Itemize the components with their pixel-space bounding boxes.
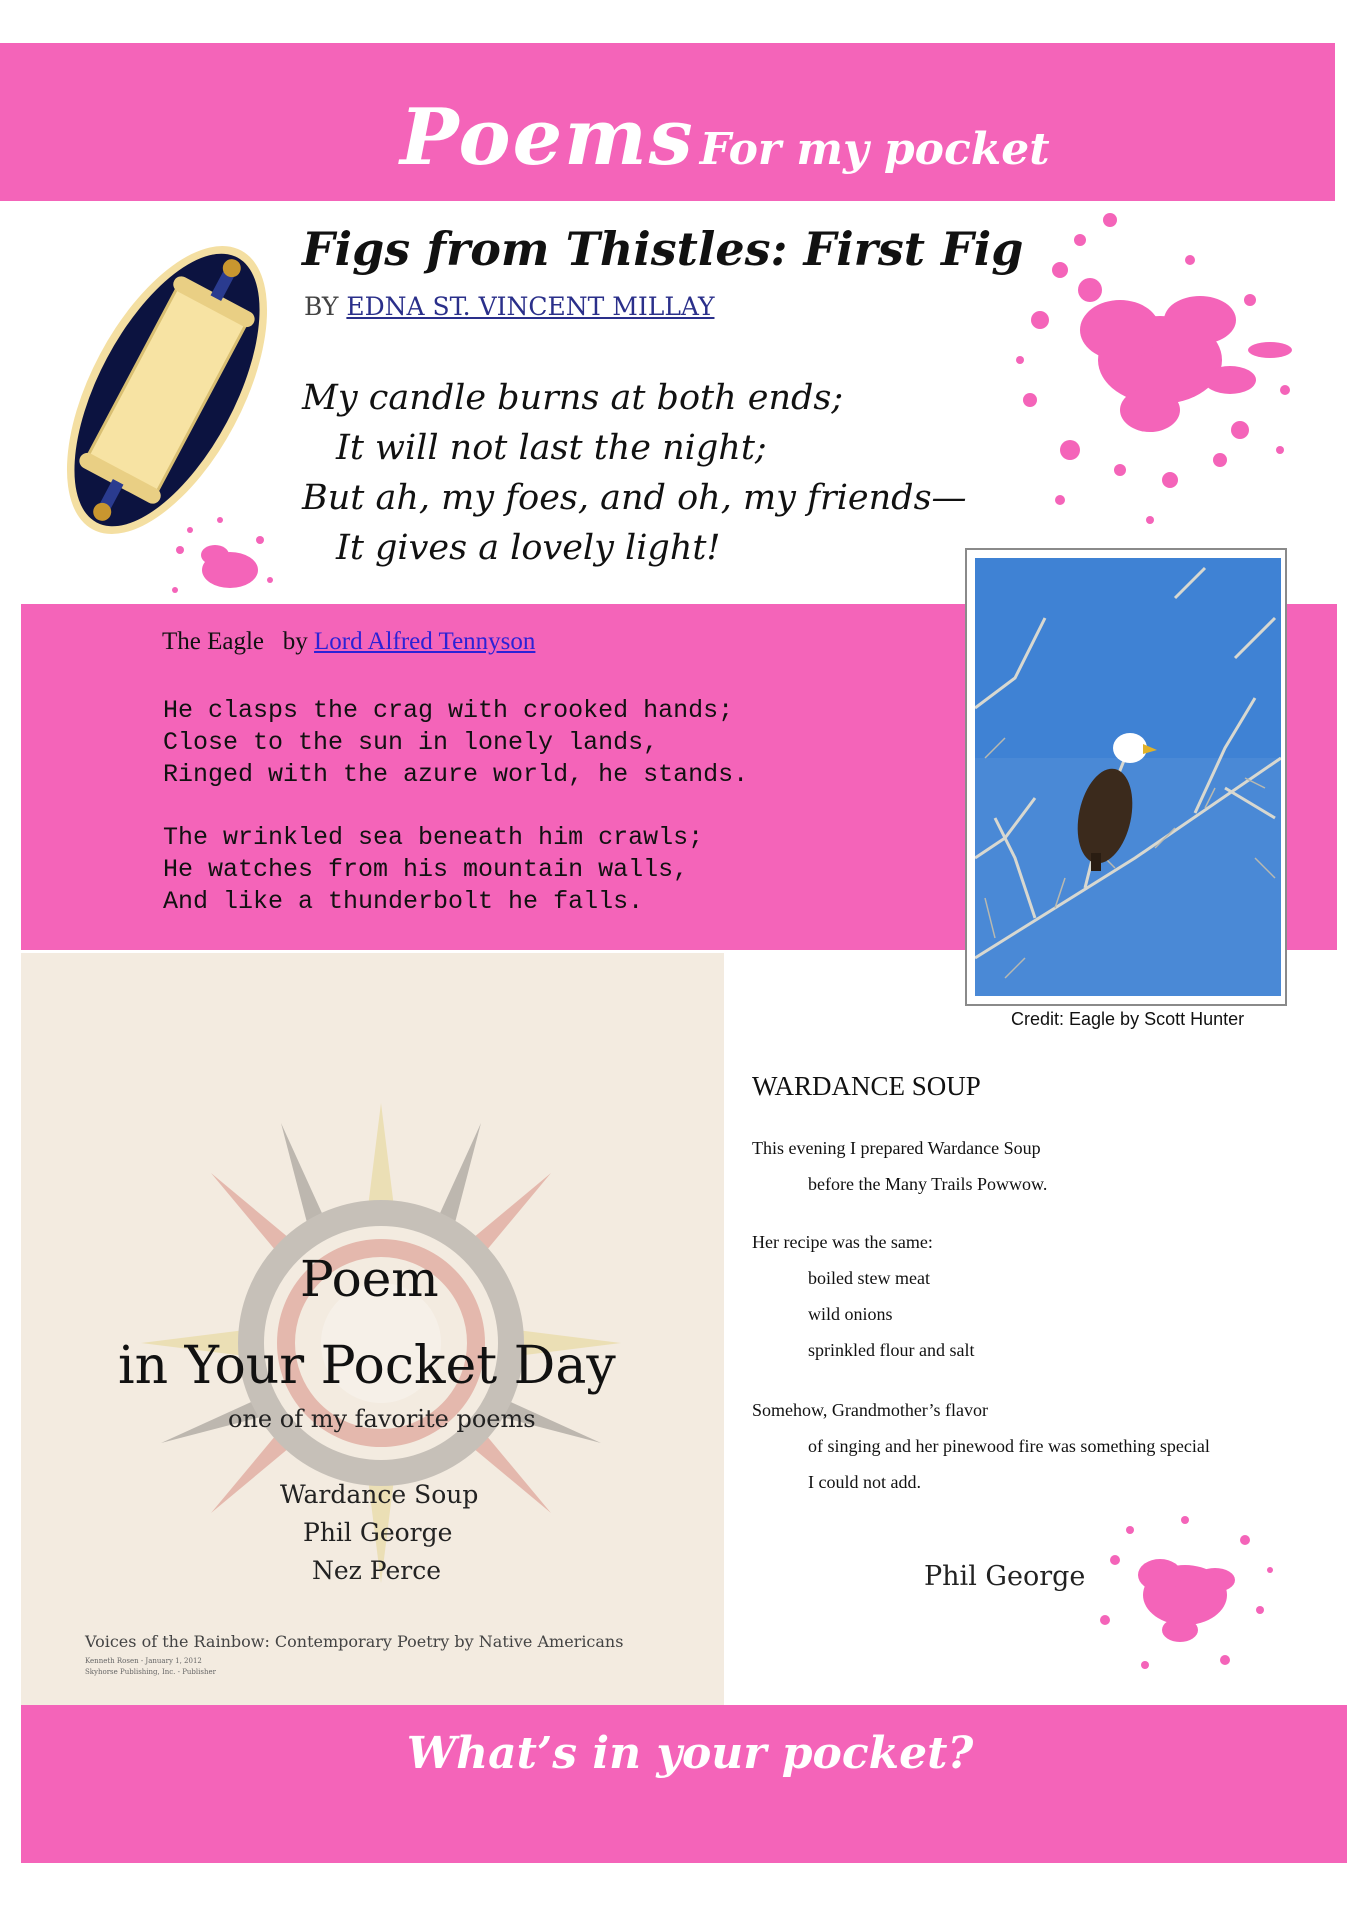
card-tribe: Nez Perce: [312, 1556, 442, 1585]
eagle-author-link[interactable]: Lord Alfred Tennyson: [314, 628, 536, 655]
fig-line: It gives a lovely light!: [336, 528, 721, 568]
card-fine-print: Kenneth Rosen - January 1, 2012: [85, 1657, 202, 1665]
card-title-pocket-day: in Your Pocket Day: [118, 1336, 616, 1396]
card-book-title: Voices of the Rainbow: Contemporary Poetry by Native Americans: [85, 1632, 624, 1651]
wardance-line: sprinkled flour and salt: [808, 1340, 975, 1360]
eagle-photo-credit: Credit: Eagle by Scott Hunter: [1011, 1009, 1245, 1029]
fig-poem-title: Figs from Thistles: First Fig: [302, 222, 1024, 276]
fig-author-link[interactable]: EDNA ST. VINCENT MILLAY: [346, 292, 715, 321]
wardance-line: Somehow, Grandmother’s flavor: [752, 1400, 988, 1420]
fig-by-label: BY: [304, 292, 339, 321]
wardance-line: before the Many Trails Powwow.: [808, 1174, 1048, 1194]
eagle-poem-title: The Eagle: [162, 628, 265, 655]
scroll-icon: [42, 230, 292, 550]
wardance-author: Phil George: [924, 1561, 1086, 1592]
eagle-line: He watches from his mountain walls,: [163, 855, 689, 884]
fig-line: It will not last the night;: [336, 428, 767, 468]
wardance-title: WARDANCE SOUP: [752, 1071, 981, 1101]
paint-splatter-icon: [1000, 200, 1300, 540]
eagle-line: The wrinkled sea beneath him crawls;: [163, 823, 704, 852]
pocket-day-card: [21, 953, 724, 1705]
paint-splatter-small-icon: [160, 510, 290, 610]
fig-line: My candle burns at both ends;: [302, 378, 844, 418]
wardance-line: of singing and her pinewood fire was something special: [808, 1436, 1210, 1456]
eagle-by-label: by: [282, 628, 308, 655]
card-author: Phil George: [303, 1518, 453, 1547]
card-fine-print: Skyhorse Publishing, Inc. - Publisher: [85, 1668, 216, 1676]
wardance-line: boiled stew meat: [808, 1268, 930, 1288]
eagle-photo: [975, 558, 1281, 996]
wardance-line: wild onions: [808, 1304, 893, 1324]
fig-line: But ah, my foes, and oh, my friends—: [302, 478, 967, 518]
eagle-line: Close to the sun in lonely lands,: [163, 728, 659, 757]
eagle-line: Ringed with the azure world, he stands.: [163, 760, 749, 789]
header-title-poems: Poems: [400, 92, 695, 183]
eagle-poem-heading: [162, 628, 535, 656]
eagle-line: He clasps the crag with crooked hands;: [163, 696, 734, 725]
wardance-line: Her recipe was the same:: [752, 1232, 933, 1252]
header-title-pocket: For my pocket: [699, 124, 1050, 175]
card-subtitle: one of my favorite poems: [228, 1405, 536, 1433]
header-title: [400, 92, 1050, 183]
eagle-line: And like a thunderbolt he falls.: [163, 887, 644, 916]
fig-poem-byline: [304, 292, 714, 321]
paint-splatter-bottom-icon: [1085, 1500, 1285, 1690]
wardance-line: This evening I prepared Wardance Soup: [752, 1138, 1041, 1158]
wardance-line: I could not add.: [808, 1472, 921, 1492]
footer-text: What’s in your pocket?: [406, 1728, 974, 1779]
card-poem-name: Wardance Soup: [280, 1480, 479, 1509]
card-title-poem: Poem: [300, 1250, 439, 1308]
